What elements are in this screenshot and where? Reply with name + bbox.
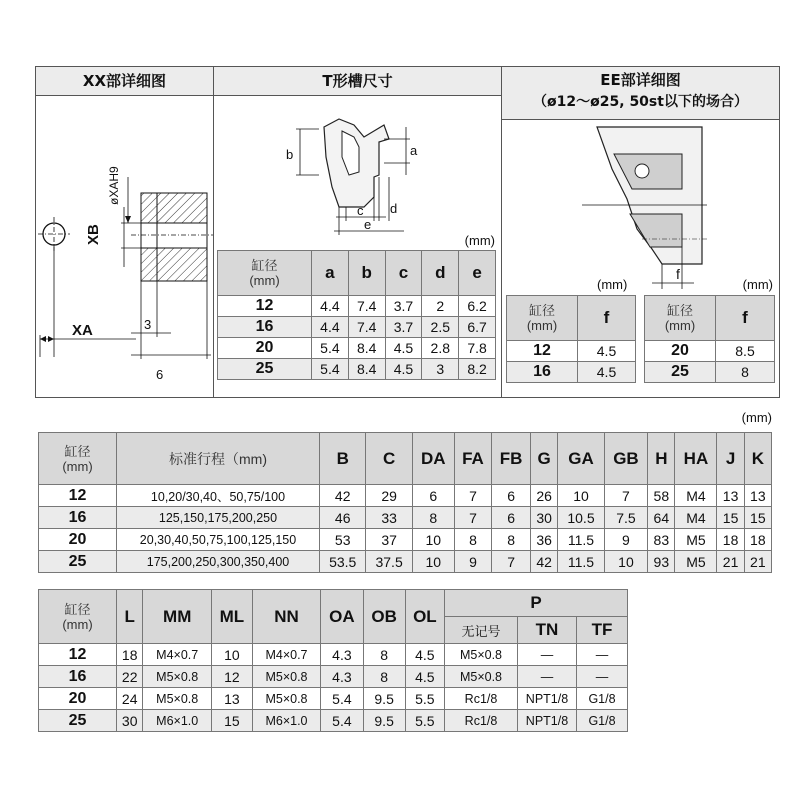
second-cell: M6×1.0 bbox=[143, 710, 212, 732]
second-cell: 5.5 bbox=[405, 710, 444, 732]
second-cell: M5×0.8 bbox=[252, 688, 321, 710]
table-row bbox=[645, 362, 775, 383]
table-row bbox=[218, 317, 496, 338]
t-cell: 4.5 bbox=[385, 359, 422, 380]
xx-label-xb: XB bbox=[85, 224, 102, 245]
second-cell: G1/8 bbox=[577, 710, 628, 732]
xx-detail-panel bbox=[35, 66, 214, 398]
second-header-nn: NN bbox=[252, 590, 321, 644]
t-table-unit: (mm) bbox=[464, 233, 495, 248]
main-cell: 53 bbox=[320, 529, 366, 551]
t-header-d: d bbox=[422, 251, 459, 296]
t-panel-title: T形槽尺寸 bbox=[214, 67, 501, 96]
main-cell: 10 bbox=[558, 485, 604, 507]
second-cell-bore: 16 bbox=[39, 666, 117, 688]
ee-label-f: f bbox=[676, 266, 680, 282]
second-subheader-tn: TN bbox=[518, 617, 577, 644]
second-header-ml: ML bbox=[212, 590, 253, 644]
second-cell: — bbox=[518, 666, 577, 688]
ee-port-circle bbox=[635, 164, 649, 178]
ee-cell-f: 8 bbox=[716, 362, 775, 383]
table-row bbox=[218, 296, 496, 317]
t-label-c: c bbox=[357, 203, 364, 218]
xx-panel-title: XX部详细图 bbox=[36, 67, 213, 96]
second-cell: Rc1/8 bbox=[445, 688, 518, 710]
t-cell: 4.5 bbox=[385, 338, 422, 359]
second-cell: 5.5 bbox=[405, 688, 444, 710]
second-cell: NPT1/8 bbox=[518, 688, 577, 710]
main-cell: 11.5 bbox=[558, 529, 604, 551]
table-row bbox=[39, 666, 628, 688]
second-cell-bore: 20 bbox=[39, 688, 117, 710]
second-cell-bore: 12 bbox=[39, 644, 117, 666]
ee-right-header-f: f bbox=[716, 296, 775, 341]
t-cell: 8.4 bbox=[348, 338, 385, 359]
t-slot-table bbox=[217, 250, 496, 380]
second-cell: G1/8 bbox=[577, 688, 628, 710]
main-cell: 93 bbox=[648, 551, 675, 573]
main-cell: 18 bbox=[744, 529, 771, 551]
main-cell: 7 bbox=[454, 507, 491, 529]
main-cell: 10 bbox=[604, 551, 648, 573]
table-row bbox=[39, 644, 628, 666]
t-header-e: e bbox=[459, 251, 496, 296]
t-header-a: a bbox=[312, 251, 349, 296]
ee-unit-left: (mm) bbox=[597, 277, 628, 292]
main-cell: 7.5 bbox=[604, 507, 648, 529]
main-cell-stroke: 10,20/30,40、50,75/100 bbox=[117, 485, 320, 507]
t-slot-panel bbox=[213, 66, 502, 398]
t-cell: 7.8 bbox=[459, 338, 496, 359]
main-header-k: K bbox=[744, 433, 771, 485]
main-header-fb: FB bbox=[492, 433, 531, 485]
ee-cell-bore: 20 bbox=[645, 341, 716, 362]
main-cell: 13 bbox=[744, 485, 771, 507]
table-row bbox=[645, 341, 775, 362]
main-cell: 6 bbox=[492, 485, 531, 507]
main-cell-bore: 16 bbox=[39, 507, 117, 529]
t-slot-drawing bbox=[214, 97, 501, 237]
second-dimension-table bbox=[38, 589, 628, 732]
table-row bbox=[39, 710, 628, 732]
xx-detail-drawing bbox=[36, 97, 213, 397]
t-cell: 7.4 bbox=[348, 317, 385, 338]
main-cell: 8 bbox=[412, 507, 454, 529]
table-row bbox=[39, 551, 772, 573]
main-cell: 8 bbox=[492, 529, 531, 551]
ee-table-right bbox=[644, 295, 775, 383]
second-cell: 5.4 bbox=[321, 710, 363, 732]
second-header-p: P bbox=[445, 590, 628, 617]
second-cell: M5×0.8 bbox=[143, 666, 212, 688]
main-header-gb: GB bbox=[604, 433, 648, 485]
t-label-a: a bbox=[410, 143, 418, 158]
ee-panel-header bbox=[502, 67, 779, 120]
main-cell: 15 bbox=[717, 507, 744, 529]
second-cell: 9.5 bbox=[363, 710, 405, 732]
second-cell: M5×0.8 bbox=[445, 644, 518, 666]
main-header-fa: FA bbox=[454, 433, 491, 485]
xx-label-xah9: øXAH9 bbox=[107, 166, 121, 205]
second-cell: M4×0.7 bbox=[143, 644, 212, 666]
main-cell: 18 bbox=[717, 529, 744, 551]
ee-cell-f: 4.5 bbox=[578, 341, 636, 362]
main-cell: 8 bbox=[454, 529, 491, 551]
second-cell: — bbox=[518, 644, 577, 666]
second-cell: 10 bbox=[212, 644, 253, 666]
t-cell: 8.4 bbox=[348, 359, 385, 380]
t-cell: 7.4 bbox=[348, 296, 385, 317]
second-cell: 4.3 bbox=[321, 666, 363, 688]
t-cell: 2 bbox=[422, 296, 459, 317]
t-cell: 6.2 bbox=[459, 296, 496, 317]
main-cell: 42 bbox=[320, 485, 366, 507]
main-cell: 11.5 bbox=[558, 551, 604, 573]
t-cell-bore: 16 bbox=[218, 317, 312, 338]
second-cell: 5.4 bbox=[321, 688, 363, 710]
second-cell: 4.5 bbox=[405, 666, 444, 688]
t-header-c: c bbox=[385, 251, 422, 296]
main-cell: 9 bbox=[604, 529, 648, 551]
main-cell-bore: 25 bbox=[39, 551, 117, 573]
main-header-g: G bbox=[531, 433, 558, 485]
main-cell: 26 bbox=[531, 485, 558, 507]
second-cell: M6×1.0 bbox=[252, 710, 321, 732]
second-cell: 18 bbox=[117, 644, 143, 666]
second-cell: 4.3 bbox=[321, 644, 363, 666]
main-cell: 37 bbox=[366, 529, 412, 551]
t-cell: 3.7 bbox=[385, 296, 422, 317]
main-header-h: H bbox=[648, 433, 675, 485]
main-cell: 7 bbox=[492, 551, 531, 573]
second-cell: 15 bbox=[212, 710, 253, 732]
second-header-ob: OB bbox=[363, 590, 405, 644]
main-cell: 7 bbox=[604, 485, 648, 507]
second-cell: 9.5 bbox=[363, 688, 405, 710]
second-cell: 30 bbox=[117, 710, 143, 732]
main-header-da: DA bbox=[412, 433, 454, 485]
second-cell: 24 bbox=[117, 688, 143, 710]
t-cell: 6.7 bbox=[459, 317, 496, 338]
ee-cell-bore: 16 bbox=[507, 362, 578, 383]
second-cell: M5×0.8 bbox=[445, 666, 518, 688]
main-cell: 15 bbox=[744, 507, 771, 529]
ee-table-left bbox=[506, 295, 636, 383]
main-cell: M4 bbox=[675, 507, 717, 529]
second-cell: 12 bbox=[212, 666, 253, 688]
table-row bbox=[39, 529, 772, 551]
main-table-unit: (mm) bbox=[741, 410, 772, 425]
main-header-b: B bbox=[320, 433, 366, 485]
main-header-stroke: 标准行程（mm) bbox=[117, 433, 320, 485]
t-cell: 3.7 bbox=[385, 317, 422, 338]
second-cell: 8 bbox=[363, 666, 405, 688]
main-cell-bore: 12 bbox=[39, 485, 117, 507]
main-cell: 10 bbox=[412, 551, 454, 573]
second-header-l: L bbox=[117, 590, 143, 644]
main-cell-stroke: 125,150,175,200,250 bbox=[117, 507, 320, 529]
t-label-b: b bbox=[286, 147, 294, 162]
main-cell: 7 bbox=[454, 485, 491, 507]
main-cell: 83 bbox=[648, 529, 675, 551]
t-cell: 5.4 bbox=[312, 359, 349, 380]
main-header-ha: HA bbox=[675, 433, 717, 485]
second-cell: 13 bbox=[212, 688, 253, 710]
main-header-j: J bbox=[717, 433, 744, 485]
main-cell: 64 bbox=[648, 507, 675, 529]
main-cell: 21 bbox=[744, 551, 771, 573]
main-cell-stroke: 175,200,250,300,350,400 bbox=[117, 551, 320, 573]
second-cell: Rc1/8 bbox=[445, 710, 518, 732]
main-dimension-table bbox=[38, 432, 772, 573]
main-cell: 6 bbox=[492, 507, 531, 529]
ee-right-header-bore: 缸径 (mm) bbox=[645, 296, 716, 341]
second-cell: — bbox=[577, 666, 628, 688]
t-cell: 5.4 bbox=[312, 338, 349, 359]
table-row bbox=[507, 362, 636, 383]
t-cell-bore: 20 bbox=[218, 338, 312, 359]
main-cell: 53.5 bbox=[320, 551, 366, 573]
t-header-bore: 缸径 (mm) bbox=[218, 251, 312, 296]
ee-cell-f: 8.5 bbox=[716, 341, 775, 362]
main-cell: 6 bbox=[412, 485, 454, 507]
second-cell: 8 bbox=[363, 644, 405, 666]
ee-detail-panel bbox=[501, 66, 780, 398]
ee-unit-right: (mm) bbox=[742, 277, 773, 292]
second-header-oa: OA bbox=[321, 590, 363, 644]
ee-cell-bore: 12 bbox=[507, 341, 578, 362]
main-cell-stroke: 20,30,40,50,75,100,125,150 bbox=[117, 529, 320, 551]
ee-cell-f: 4.5 bbox=[578, 362, 636, 383]
table-row bbox=[507, 341, 636, 362]
ee-panel-title: EE部详细图 bbox=[600, 71, 681, 89]
main-header-ga: GA bbox=[558, 433, 604, 485]
second-subheader-none: 无记号 bbox=[445, 617, 518, 644]
second-cell-bore: 25 bbox=[39, 710, 117, 732]
table-row bbox=[218, 359, 496, 380]
main-cell: 42 bbox=[531, 551, 558, 573]
table-row bbox=[39, 485, 772, 507]
table-row bbox=[39, 688, 628, 710]
second-cell: M5×0.8 bbox=[252, 666, 321, 688]
second-cell: NPT1/8 bbox=[518, 710, 577, 732]
main-cell: M4 bbox=[675, 485, 717, 507]
ee-cell-bore: 25 bbox=[645, 362, 716, 383]
second-cell: 22 bbox=[117, 666, 143, 688]
second-header-bore: 缸径 (mm) bbox=[39, 590, 117, 644]
second-cell: M4×0.7 bbox=[252, 644, 321, 666]
t-cell-bore: 12 bbox=[218, 296, 312, 317]
main-cell: 46 bbox=[320, 507, 366, 529]
t-cell: 2.5 bbox=[422, 317, 459, 338]
main-cell: 37.5 bbox=[366, 551, 412, 573]
main-cell: 58 bbox=[648, 485, 675, 507]
table-row bbox=[39, 507, 772, 529]
second-cell: M5×0.8 bbox=[143, 688, 212, 710]
main-cell: 10.5 bbox=[558, 507, 604, 529]
main-header-c: C bbox=[366, 433, 412, 485]
ee-left-header-f: f bbox=[578, 296, 636, 341]
xx-label-6: 6 bbox=[156, 367, 164, 382]
second-header-ol: OL bbox=[405, 590, 444, 644]
main-header-bore: 缸径 (mm) bbox=[39, 433, 117, 485]
t-cell: 2.8 bbox=[422, 338, 459, 359]
second-header-mm: MM bbox=[143, 590, 212, 644]
main-cell: 21 bbox=[717, 551, 744, 573]
t-label-e: e bbox=[364, 217, 372, 232]
t-cell: 8.2 bbox=[459, 359, 496, 380]
ee-panel-subtitle: （ø12～ø25, 50st以下的场合） bbox=[533, 94, 748, 110]
main-cell: 30 bbox=[531, 507, 558, 529]
t-header-b: b bbox=[348, 251, 385, 296]
second-subheader-tf: TF bbox=[577, 617, 628, 644]
xx-label-3: 3 bbox=[144, 317, 152, 332]
main-cell-bore: 20 bbox=[39, 529, 117, 551]
t-cell-bore: 25 bbox=[218, 359, 312, 380]
main-cell: M5 bbox=[675, 529, 717, 551]
t-cell: 4.4 bbox=[312, 317, 349, 338]
xx-label-xa: XA bbox=[72, 322, 93, 339]
main-cell: 9 bbox=[454, 551, 491, 573]
t-label-d: d bbox=[390, 201, 398, 216]
t-cell: 4.4 bbox=[312, 296, 349, 317]
second-cell: 4.5 bbox=[405, 644, 444, 666]
table-row bbox=[218, 338, 496, 359]
t-cell: 3 bbox=[422, 359, 459, 380]
second-cell: — bbox=[577, 644, 628, 666]
main-cell: 29 bbox=[366, 485, 412, 507]
ee-left-header-bore: 缸径 (mm) bbox=[507, 296, 578, 341]
main-cell: 10 bbox=[412, 529, 454, 551]
main-cell: 13 bbox=[717, 485, 744, 507]
main-cell: M5 bbox=[675, 551, 717, 573]
main-cell: 33 bbox=[366, 507, 412, 529]
main-cell: 36 bbox=[531, 529, 558, 551]
